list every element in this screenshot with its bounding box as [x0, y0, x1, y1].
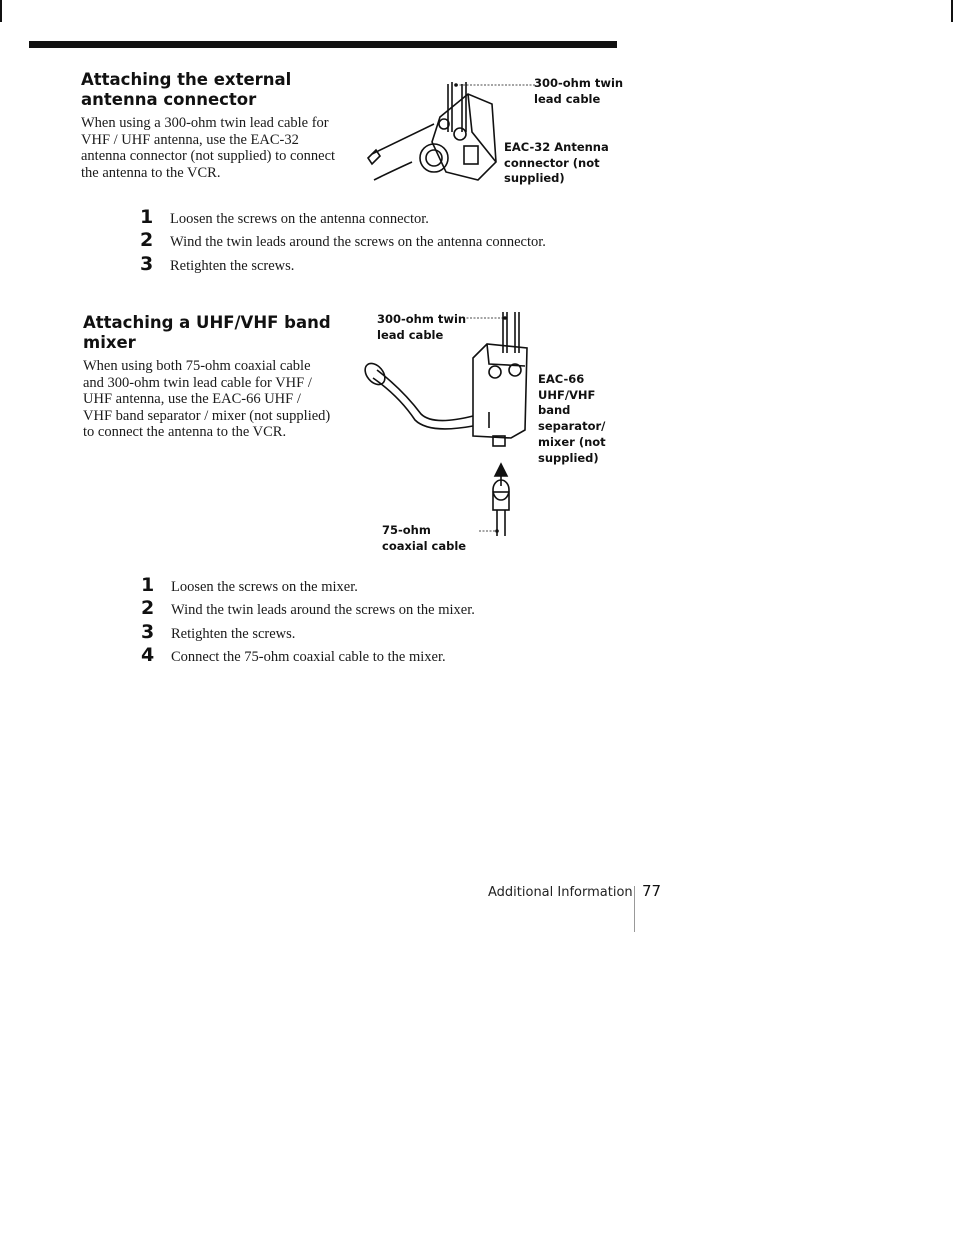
callout-eac-66-mixer: EAC-66 UHF/VHF band separator/ mixer (not supplied)	[538, 372, 606, 465]
right-edge-mark	[951, 0, 953, 22]
band-mixer-illustration	[355, 308, 535, 548]
step-item	[141, 574, 475, 597]
page-number: 77	[642, 882, 662, 900]
callout-300-ohm-twin-lead: 300-ohm twin lead cable	[534, 76, 624, 106]
section1-steps	[140, 206, 546, 276]
step-number: 3	[141, 620, 155, 643]
step-text: Loosen the screws on the mixer.	[171, 579, 358, 595]
left-edge-mark	[0, 0, 2, 22]
step-number: 1	[140, 206, 154, 228]
step-item	[140, 206, 546, 229]
step-text: Wind the twin leads around the screws on the antenna connector.	[170, 234, 546, 251]
callout-300-ohm-twin-lead-mixer: 300-ohm twin lead cable	[377, 312, 467, 342]
top-rule	[29, 41, 617, 48]
step-item	[141, 597, 475, 620]
section1-body: When using a 300-ohm twin lead cable for VHF / UHF antenna, use the EAC-32 antenna connector (not supplied) to connect the antenna to the VCR.	[81, 115, 336, 181]
step-item	[141, 644, 475, 667]
step-number: 2	[141, 597, 155, 620]
section1-heading: Attaching the external antenna connector	[81, 70, 292, 109]
step-text: Retighten the screws.	[170, 257, 295, 274]
step-item	[140, 229, 546, 252]
section2-heading: Attaching a UHF/VHF band mixer	[83, 313, 331, 352]
footer-separator	[634, 886, 635, 932]
step-text: Retighten the screws.	[171, 625, 296, 642]
step-number: 2	[140, 229, 154, 252]
step-text: Wind the twin leads around the screws on the mixer.	[171, 602, 475, 619]
step-item	[140, 253, 546, 276]
step-text: Loosen the screws on the antenna connector.	[170, 211, 429, 227]
step-number: 1	[141, 574, 155, 596]
callout-eac-32-connector: EAC-32 Antenna connector (not supplied)	[504, 140, 609, 186]
section2-body: When using both 75-ohm coaxial cable and 300-ohm twin lead cable for VHF / UHF antenna, use the EAC-66 UHF / VHF band separator / mixer (not supplied) to connect the antenna to the VCR.	[83, 358, 331, 440]
step-text: Connect the 75-ohm coaxial cable to the mixer.	[171, 648, 446, 665]
step-number: 4	[141, 643, 155, 666]
footer-section-label: Additional Information	[488, 885, 633, 900]
callout-75-ohm-coaxial: 75-ohm coaxial cable	[382, 523, 467, 553]
step-item	[141, 621, 475, 644]
section2-steps	[141, 574, 475, 667]
step-number: 3	[140, 252, 154, 275]
